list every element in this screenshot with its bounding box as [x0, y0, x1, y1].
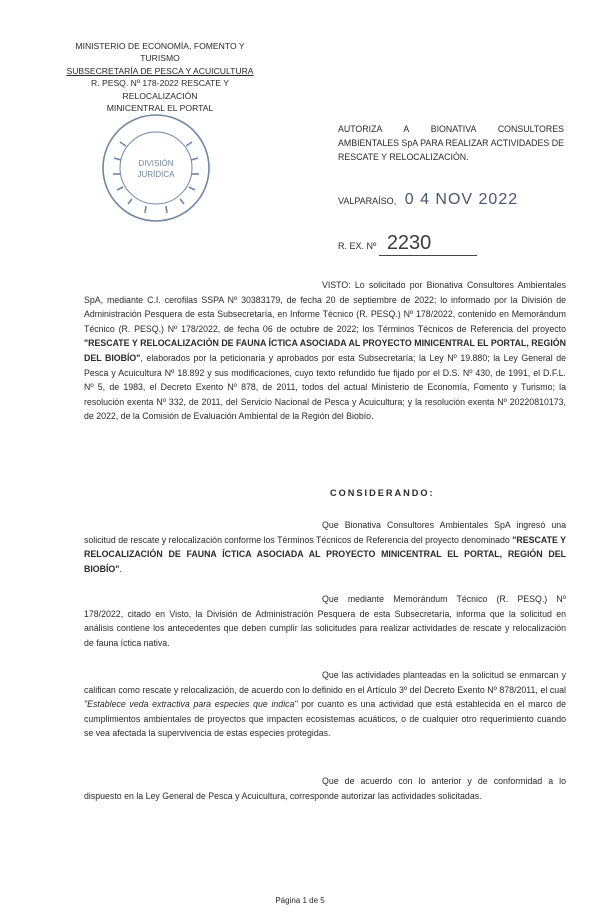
visto-text-1: Lo solicitado por Bionativa Consultores Ambientales SpA, mediante C.I. cerofilas SSPA Nº 30383179, de fecha 20 de septiembre de 2022; lo informado por la División de Administración Pesquera de esta Subsecretaría, en Informe Técnico (R. PESQ.) Nº 178/2022, contenido en Memorándum Técnico (R. PESQ.) Nº 178/2022, de fecha 06 de octubre de 2022; los Términos Técnicos de Referencia del proyecto — [84, 280, 566, 334]
c1-project-title: "RESCATE Y RELOCALIZACIÓN DE FAUNA ÍCTICA ASOCIADA AL PROYECTO MINICENTRAL EL PORTAL, REGIÓN DEL BIOBÍO" — [84, 534, 566, 574]
resolution-subject: AUTORIZA A BIONATIVA CONSULTORES AMBIENTALES SpA PARA REALIZAR ACTIVIDADES DE RESCATE Y RELOCALIZACIÓN. — [338, 124, 564, 162]
project-line: MINICENTRAL EL PORTAL — [106, 103, 214, 114]
considerando-1 — [84, 518, 566, 576]
visto-project-title: "RESCATE Y RELOCALIZACIÓN DE FAUNA ÍCTICA ASOCIADA AL PROYECTO MINICENTRAL EL PORTAL, REGIÓN DEL BIOBÍO" — [84, 338, 566, 363]
city: VALPARAÍSO, — [338, 196, 397, 206]
c3-decree-title: "Establece veda extractiva para especies que indica" — [84, 699, 298, 710]
visto-lead: VISTO: — [322, 280, 351, 290]
considerando-heading: CONSIDERANDO: — [330, 488, 435, 498]
considerando-4 — [84, 774, 566, 803]
c3-text: Que las actividades planteadas en la solicitud se enmarcan y califican como rescate y relocalización, de acuerdo con lo definido en el Artículo 3º del Decreto Exento Nº 878/2011, el cual — [84, 670, 566, 695]
page-number: Página 1 de 5 — [275, 896, 325, 905]
rex-number: 2230 — [379, 232, 477, 256]
ministry-name: MINISTERIO DE ECONOMÍA, FOMENTO Y TURISMO — [75, 41, 245, 64]
c3-end: por cuanto es una actividad que está establecida en el marco de cumplimientos ambientales de proyectos que impacten ecosistemas acuáticos, o de cualquier otro requerimiento cuando se vea afectada la supervivencia de estas especies protegidas. — [84, 699, 566, 739]
c4-text: Que de acuerdo con lo anterior y de conformidad a lo dispuesto en la Ley General de Pesca y Acuicultura, corresponde autorizar las actividades solicitadas. — [84, 776, 566, 801]
letterhead — [60, 40, 260, 114]
reference-line: R. PESQ. Nº 178-2022 RESCATE Y RELOCALIZACIÓN — [91, 78, 229, 101]
date-stamp: 0 4 NOV 2022 — [404, 191, 519, 208]
considerando-3 — [84, 668, 566, 741]
rex-label: R. EX. Nº — [338, 241, 377, 251]
visto-text-2: , elaborados por la peticionaria y aprobados por esta Subsecretaría; la Ley Nº 19.880; la Ley General de Pesca y Acuicultura Nº 18.892 y sus modificaciones, cuyo texto refundido fue fijado por el D.S. Nº 430, de 1991, el D.F.L. Nº 5, de 1983, el Decreto Exento Nº 878, de 2011, todos del actual Ministerio de Economía, Fomento y Turismo; la resolución exenta Nº 332, de 2011, del Servicio Nacional de Pesca y Acuicultura; y la resolución exenta Nº 20220810173, de 2022, de la Comisión de Evaluación Ambiental de la Región del Biobío. — [84, 352, 566, 422]
c1-text: Que Bionativa Consultores Ambientales SpA ingresó una solicitud de rescate y relocalización conforme los Términos Técnicos de Referencia del proyecto denominado — [84, 520, 566, 545]
stamp-line-2: JURÍDICA — [137, 170, 175, 179]
visto-paragraph — [84, 278, 566, 424]
resolution-number — [338, 232, 477, 256]
c1-end: . — [119, 563, 122, 574]
stamp-line-1: DIVISIÓN — [138, 159, 174, 168]
c2-text: Que mediante Memorándum Técnico (R. PESQ.) Nº 178/2022, citado en Visto, la División de Administración Pesquera de esta Subsecretaría, informa que la solicitud en análisis contiene los antecedentes que deben cumplir las solicitudes para realizar actividades de rescate y relocalización de fauna íctica nativa. — [84, 594, 566, 648]
subsecretaria-name: SUBSECRETARÍA DE PESCA Y ACUICULTURA — [66, 65, 254, 76]
division-juridica-stamp — [100, 112, 212, 224]
considerando-2 — [84, 592, 566, 650]
date-line — [338, 191, 518, 209]
